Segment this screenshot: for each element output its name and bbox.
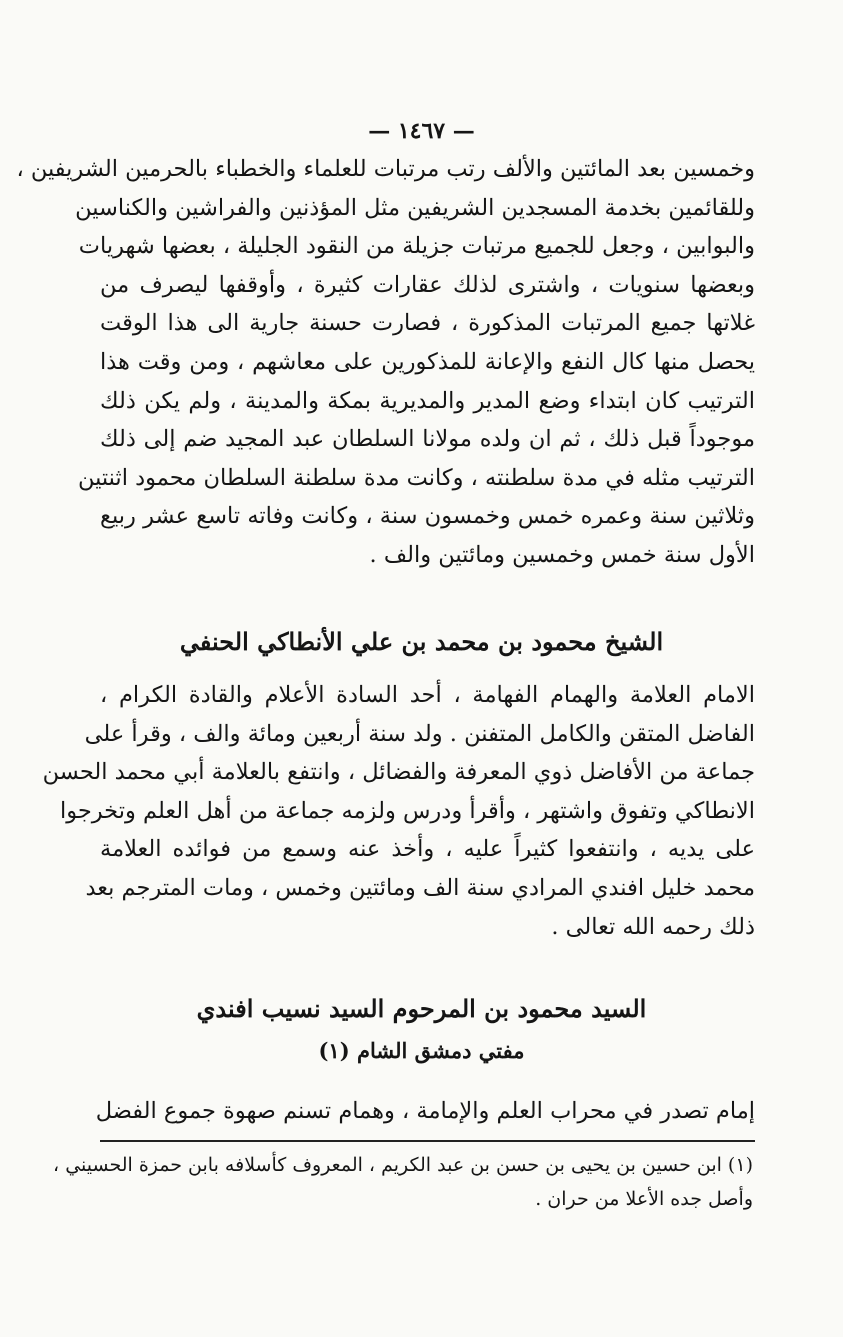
text-line: الترتيب مثله في مدة سلطنته ، وكانت مدة سلطنة السلطان محمود اثنتين <box>77 464 755 491</box>
section-heading-mahmud-nasib: السيد محمود بن المرحوم السيد نسيب افندي <box>196 994 647 1023</box>
footnote-line: (١) ابن حسين بن يحيى بن حسن بن عبد الكريم ، المعروف كأسلافه بابن حمزة الحسيني ، <box>53 1154 753 1176</box>
text-line: موجوداً قبل ذلك ، ثم ان ولده مولانا السلطان عبد المجيد ضم إلى ذلك <box>100 426 755 453</box>
text-line: وبعضها سنويات ، واشترى لذلك عقارات كثيرة ، وأوقفها ليصرف من <box>100 271 755 298</box>
footnote-divider <box>100 1140 755 1142</box>
text-line: الانطاكي وتفوق واشتهر ، وأقرأ ودرس ولزمه جماعة من أهل العلم وتخرجوا <box>59 797 755 824</box>
footnotes <box>53 1148 753 1216</box>
text-line: إمام تصدر في محراب العلم والإمامة ، وهمام تسنم صهوة جموع الفضل <box>95 1098 755 1124</box>
text-line: جماعة من الأفاضل ذوي المعرفة والفضائل ، وانتفع بالعلامة أبي محمد الحسن <box>42 759 755 786</box>
paragraph-mahmud-nasib <box>95 1092 755 1131</box>
text-line: الفاضل المتقن والكامل المتفنن . ولد سنة أربعين ومائة والف ، وقرأ على <box>84 720 755 747</box>
text-line: غلاتها جميع المرتبات المذكورة ، فصارت حسنة جارية الى هذا الوقت <box>100 310 755 337</box>
text-line: على يديه ، وانتفعوا كثيراً عليه ، وأخذ عنه وسمع من فوائده العلامة <box>100 836 755 863</box>
section-heading-antaki: الشيخ محمود بن محمد بن علي الأنطاكي الحنفي <box>179 627 664 656</box>
text-line: والبوابين ، وجعل للجميع مرتبات جزيلة من النقود الجليلة ، بعضها شهريات <box>78 233 755 260</box>
text-line: الامام العلامة والهمام الفهامة ، أحد السادة الأعلام والقادة الكرام ، <box>100 682 755 708</box>
page-number: — ١٤٦٧ — <box>368 118 475 144</box>
text-line: وثلاثين سنة وعمره خمس وخمسون سنة ، وكانت وفاته تاسع عشر ربيع <box>100 503 755 530</box>
text-line: وللقائمين بخدمة المسجدين الشريفين مثل المؤذنين والفراشين والكناسين <box>75 194 755 221</box>
footnote-line: وأصل جده الأعلا من حران . <box>535 1188 753 1210</box>
text-line: يحصل منها كال النفع والإعانة للمذكورين على معاشهم ، ومن وقت هذا <box>100 348 755 375</box>
section-subheading-mufti: مفتي دمشق الشام (١) <box>318 1038 525 1063</box>
text-line: الترتيب كان ابتداء وضع المدير والمديرية بمكة والمدينة ، ولم يكن ذلك <box>100 387 755 414</box>
text-line: الأول سنة خمس وخمسين ومائتين والف . <box>369 541 755 568</box>
paragraph-sultan-mahmud <box>16 150 755 575</box>
text-line: محمد خليل افندي المرادي سنة الف ومائتين وخمس ، ومات المترجم بعد <box>85 874 755 901</box>
text-line: ذلك رحمه الله تعالى . <box>551 913 755 940</box>
paragraph-antaki-biography <box>42 676 755 946</box>
text-line: وخمسين بعد المائتين والألف رتب مرتبات للعلماء والخطباء بالحرمين الشريفين ، <box>16 156 755 182</box>
